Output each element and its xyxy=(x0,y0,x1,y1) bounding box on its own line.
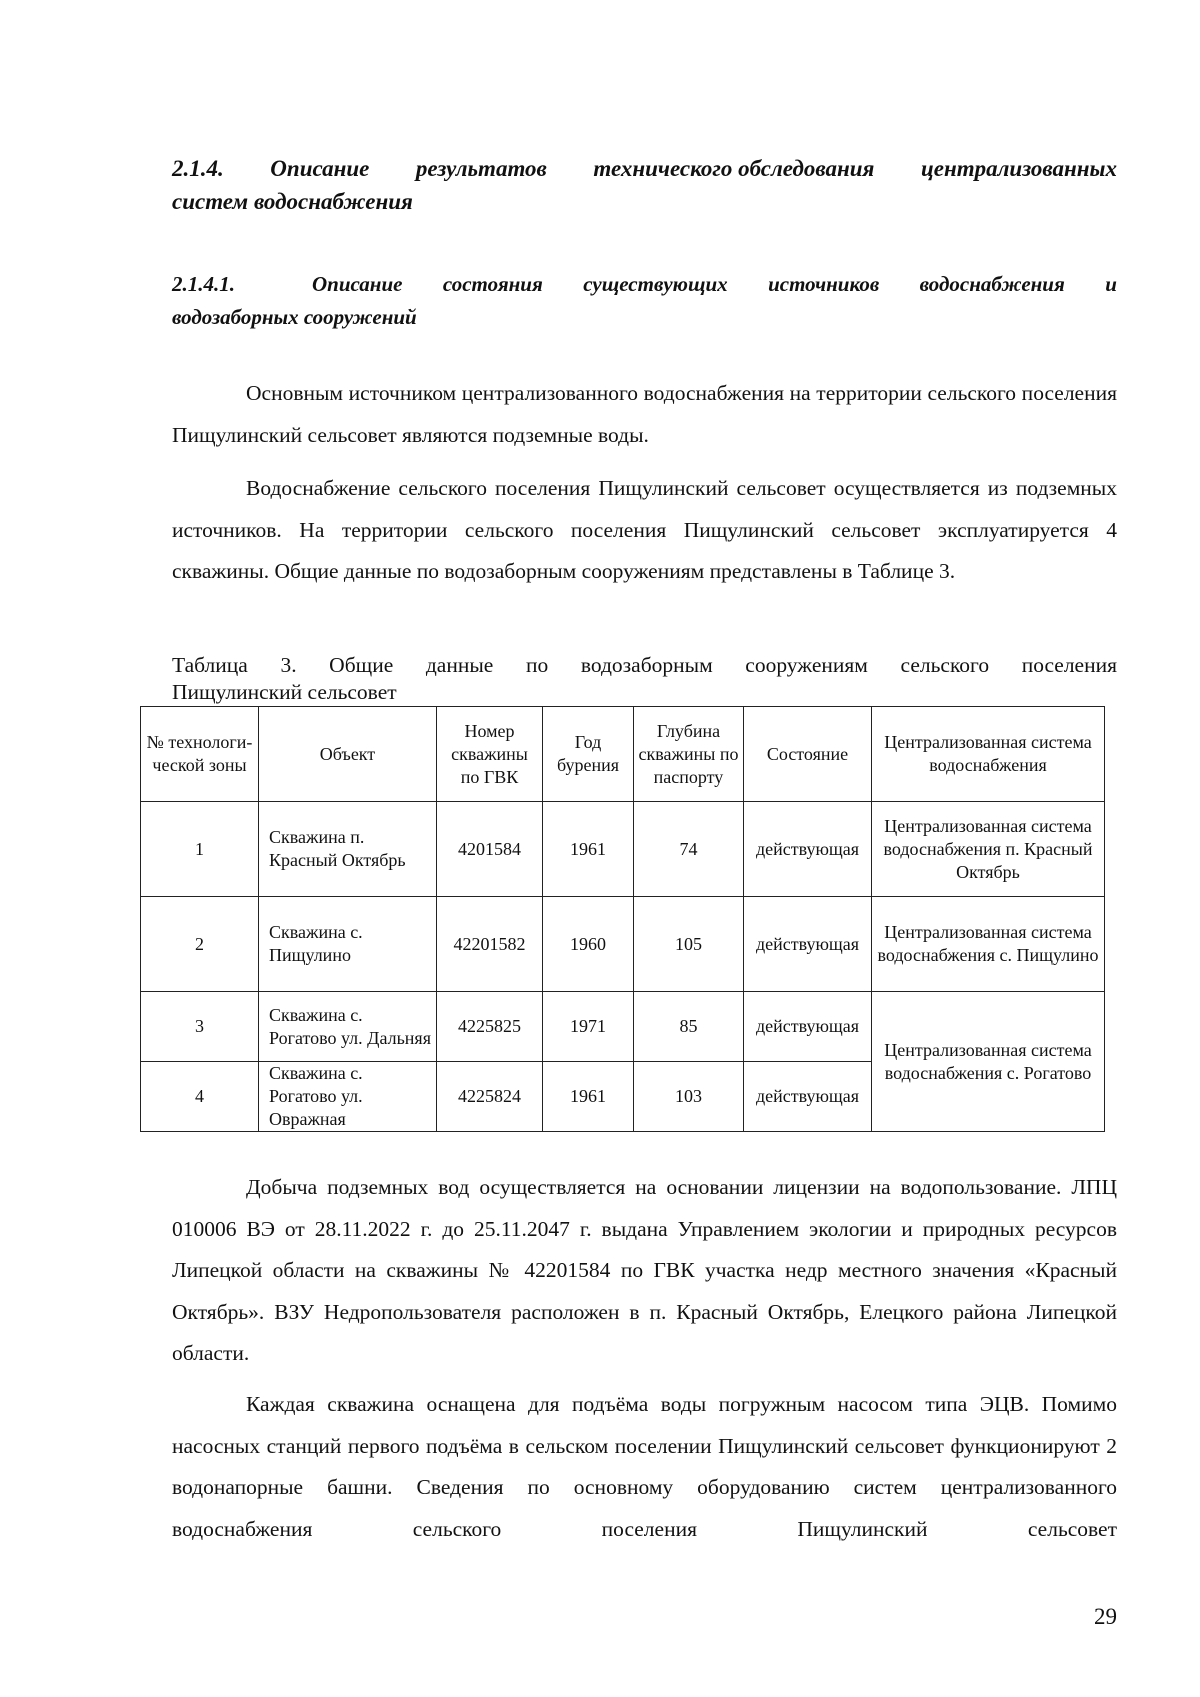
table-caption-word: Таблица xyxy=(172,653,248,677)
subsection-heading-word: Описание xyxy=(312,272,403,296)
column-header-year: Год бурения xyxy=(543,707,634,802)
column-header-number: Номер скважины по ГВК xyxy=(437,707,543,802)
cell-number: 42201582 xyxy=(437,897,543,992)
paragraph-license: Добыча подземных вод осуществляется на основании лицензии на водопользование. ЛПЦ 010006 ВЭ от 28.11.2022 г. до 25.11.2047 г. выдана Управлением экологии и природных ресурсов Липецкой области на скважины № 42201584 по ГВК участка недр местного значения «Красный Октябрь». ВЗУ Недропользователя расположен в п. Красный Октябрь, Елецкого района Липецкой области. xyxy=(172,1175,1117,1365)
subsection-heading-word: источников xyxy=(768,272,880,296)
section-heading-word: Описание xyxy=(270,156,370,181)
table-caption-word: водозаборным xyxy=(580,653,713,677)
cell-object: Скважина с. Пищулино xyxy=(259,897,437,992)
wells-table xyxy=(140,706,1105,1132)
column-header-object: Объект xyxy=(259,707,437,802)
subsection-heading-word: водоснабжения xyxy=(919,272,1065,296)
section-heading-line2: систем водоснабжения xyxy=(172,189,413,214)
cell-state: действующая xyxy=(744,1062,872,1132)
table-caption-word: по xyxy=(525,653,549,677)
column-header-system: Централизованная система водоснабжения xyxy=(872,707,1105,802)
table-row xyxy=(141,992,1105,1062)
cell-number: 4225825 xyxy=(437,992,543,1062)
cell-zone: 4 xyxy=(141,1062,259,1132)
table-row xyxy=(141,897,1105,992)
table-caption-word: поселения xyxy=(1021,653,1117,677)
cell-object: Скважина п. Красный Октябрь xyxy=(259,802,437,897)
paragraph-main-source: Основным источником централизованного водоснабжения на территории сельского поселения Пищулинский сельсовет являются подземные воды. xyxy=(172,381,1117,447)
cell-zone: 1 xyxy=(141,802,259,897)
cell-year: 1961 xyxy=(543,1062,634,1132)
section-heading xyxy=(172,152,1117,218)
table-caption-line2: Пищулинский сельсовет xyxy=(172,680,397,704)
column-header-depth: Глубина скважины по паспорту xyxy=(634,707,744,802)
cell-system: Централизованная система водоснабжения с. Пищулино xyxy=(872,897,1105,992)
section-heading-number: 2.1.4. xyxy=(172,156,224,181)
table-caption-word: данные xyxy=(425,653,494,677)
cell-year: 1960 xyxy=(543,897,634,992)
cell-object: Скважина с. Рогатово ул. Дальняя xyxy=(259,992,437,1062)
table-caption-word: сооружениям xyxy=(745,653,868,677)
subsection-heading-number: 2.1.4.1. xyxy=(172,272,235,296)
cell-depth: 85 xyxy=(634,992,744,1062)
cell-state: действующая xyxy=(744,992,872,1062)
subsection-heading xyxy=(172,268,1117,334)
cell-object: Скважина с. Рогатово ул. Овражная xyxy=(259,1062,437,1132)
cell-state: действующая xyxy=(744,897,872,992)
cell-depth: 105 xyxy=(634,897,744,992)
paragraph-water-supply: Водоснабжение сельского поселения Пищулинский сельсовет осуществляется из подземных источников. На территории сельского поселения Пищулинский сельсовет эксплуатируется 4 скважины. Общие данные по водозаборным сооружениям представлены в Таблице 3. xyxy=(172,476,1117,583)
section-heading-word: технического обследования xyxy=(593,156,875,181)
cell-system-merged: Централизованная система водоснабжения с. Рогатово xyxy=(872,992,1105,1132)
cell-number: 4225824 xyxy=(437,1062,543,1132)
column-header-state: Состояние xyxy=(744,707,872,802)
table-caption-word: сельского xyxy=(900,653,990,677)
cell-number: 4201584 xyxy=(437,802,543,897)
subsection-heading-word: и xyxy=(1105,272,1117,296)
section-heading-word: централизованных xyxy=(920,156,1117,181)
table-row xyxy=(141,802,1105,897)
cell-year: 1971 xyxy=(543,992,634,1062)
cell-state: действующая xyxy=(744,802,872,897)
cell-system: Централизованная система водоснабжения п. Красный Октябрь xyxy=(872,802,1105,897)
cell-zone: 2 xyxy=(141,897,259,992)
paragraph-pumps: Каждая скважина оснащена для подъёма воды погружным насосом типа ЭЦВ. Помимо насосных станций первого подъёма в сельском поселении Пищулинский сельсовет функционируют 2 водонапорные башни. Сведения по основному оборудованию систем централизованного водоснабжения сельского поселения Пищулинский сельсовет xyxy=(172,1392,1117,1541)
column-header-zone: № технологи-ческой зоны xyxy=(141,707,259,802)
cell-zone: 3 xyxy=(141,992,259,1062)
page-number: 29 xyxy=(1094,1604,1117,1629)
subsection-heading-word: существующих xyxy=(583,272,728,296)
table-caption-word: Общие xyxy=(329,653,394,677)
table-caption-word: 3. xyxy=(280,653,297,677)
subsection-heading-line2: водозаборных сооружений xyxy=(172,305,417,329)
table-caption xyxy=(172,652,1117,706)
cell-year: 1961 xyxy=(543,802,634,897)
table-header-row xyxy=(141,707,1105,802)
section-heading-word: результатов xyxy=(415,156,547,181)
cell-depth: 103 xyxy=(634,1062,744,1132)
subsection-heading-word: состояния xyxy=(442,272,543,296)
cell-depth: 74 xyxy=(634,802,744,897)
